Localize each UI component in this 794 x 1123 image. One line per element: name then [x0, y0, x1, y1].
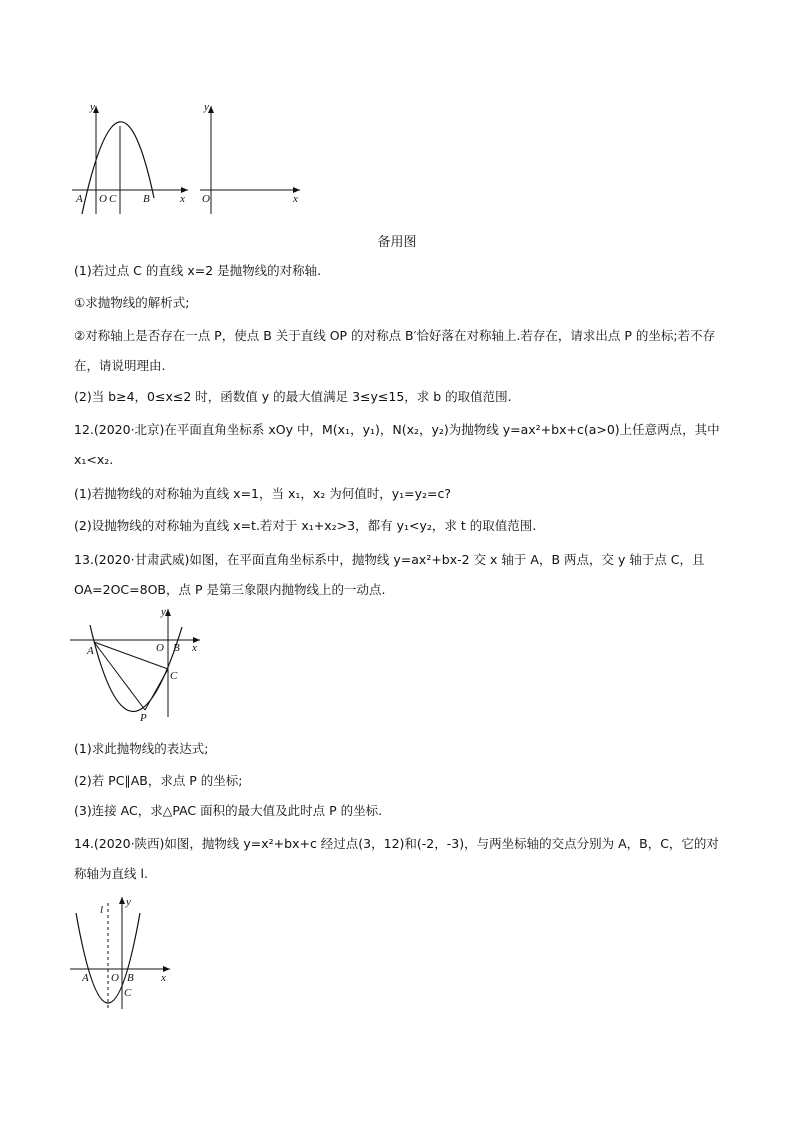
q12-part2: (2)设抛物线的对称轴为直线 x=t.若对于 x₁+x₂>3，都有 y₁<y₂，求 t 的取值范围. — [74, 518, 537, 533]
left-graph-point-a: A — [76, 193, 83, 205]
q13-graph-point-a: A — [87, 645, 94, 657]
left-graph-origin: O — [99, 193, 107, 205]
q14-graph-y-label: y — [126, 896, 131, 908]
backup-graphs-svg — [70, 98, 310, 216]
q13-stem: 13.(2020·甘肃武威)如图，在平面直角坐标系中，抛物线 y=ax²+bx-2 交 x 轴于 A，B 两点，交 y 轴于点 C，且 OA=2OC=8OB，点 P 是第三象限内抛物线上的一动点. — [74, 552, 705, 597]
q13-graph-point-b: B — [173, 642, 180, 654]
q14-graph-origin: O — [111, 972, 119, 984]
left-graph-x-label: x — [180, 193, 185, 205]
left-graph-y-label: y — [90, 101, 95, 113]
q13-part3: (3)连接 AC，求△PAC 面积的最大值及此时点 P 的坐标. — [74, 803, 383, 818]
left-graph-point-c: C — [109, 193, 117, 205]
q14-graph-svg — [70, 893, 175, 1011]
q14-graph-point-c: C — [124, 987, 132, 999]
q14-graph-point-b: B — [127, 972, 134, 984]
q12-part1: (1)若抛物线的对称轴为直线 x=1，当 x₁，x₂ 为何值时，y₁=y₂=c? — [74, 486, 452, 501]
q11-part1: (1)若过点 C 的直线 x=2 是抛物线的对称轴. — [74, 263, 322, 278]
figure-q13 — [70, 607, 205, 725]
left-graph-point-b: B — [143, 193, 150, 205]
q13-graph-point-p: P — [140, 712, 147, 724]
right-graph-y-label: y — [204, 101, 209, 113]
q13-graph-svg — [70, 607, 205, 725]
q13-part1: (1)求此抛物线的表达式; — [74, 741, 209, 756]
figure-q14 — [70, 893, 175, 1011]
q11-part1-sub2: ②对称轴上是否存在一点 P，使点 B 关于直线 OP 的对称点 B′恰好落在对称轴上.若存在，请求出点 P 的坐标;若不存在，请说明理由. — [74, 328, 716, 373]
q13-graph-y-label: y — [161, 607, 166, 618]
q14-graph-x-label: x — [161, 972, 166, 984]
q11-part2: (2)当 b≥4，0≤x≤2 时，函数值 y 的最大值满足 3≤y≤15，求 b 的取值范围. — [74, 389, 512, 404]
right-graph-x-label: x — [293, 193, 298, 205]
q13-graph-point-c: C — [170, 670, 178, 682]
q14-graph-point-a: A — [82, 972, 89, 984]
q13-graph-origin: O — [156, 642, 164, 654]
q12-stem: 12.(2020·北京)在平面直角坐标系 xOy 中，M(x₁，y₁)，N(x₂，y₂)为抛物线 y=ax²+bx+c(a>0)上任意两点，其中 x₁<x₂. — [74, 422, 720, 467]
right-graph-origin: O — [202, 193, 210, 205]
figure-caption: 备用图 — [377, 235, 417, 250]
q14-stem: 14.(2020·陕西)如图，抛物线 y=x²+bx+c 经过点(3，12)和(-2，-3)，与两坐标轴的交点分别为 A，B，C，它的对称轴为直线 l. — [74, 836, 719, 881]
q13-part2: (2)若 PC∥AB，求点 P 的坐标; — [74, 773, 243, 788]
q14-graph-line-l: l — [100, 904, 104, 916]
q13-graph-x-label: x — [192, 642, 197, 654]
q11-part1-sub1: ①求抛物线的解析式; — [74, 295, 190, 310]
figure-backup-graphs — [70, 98, 310, 216]
